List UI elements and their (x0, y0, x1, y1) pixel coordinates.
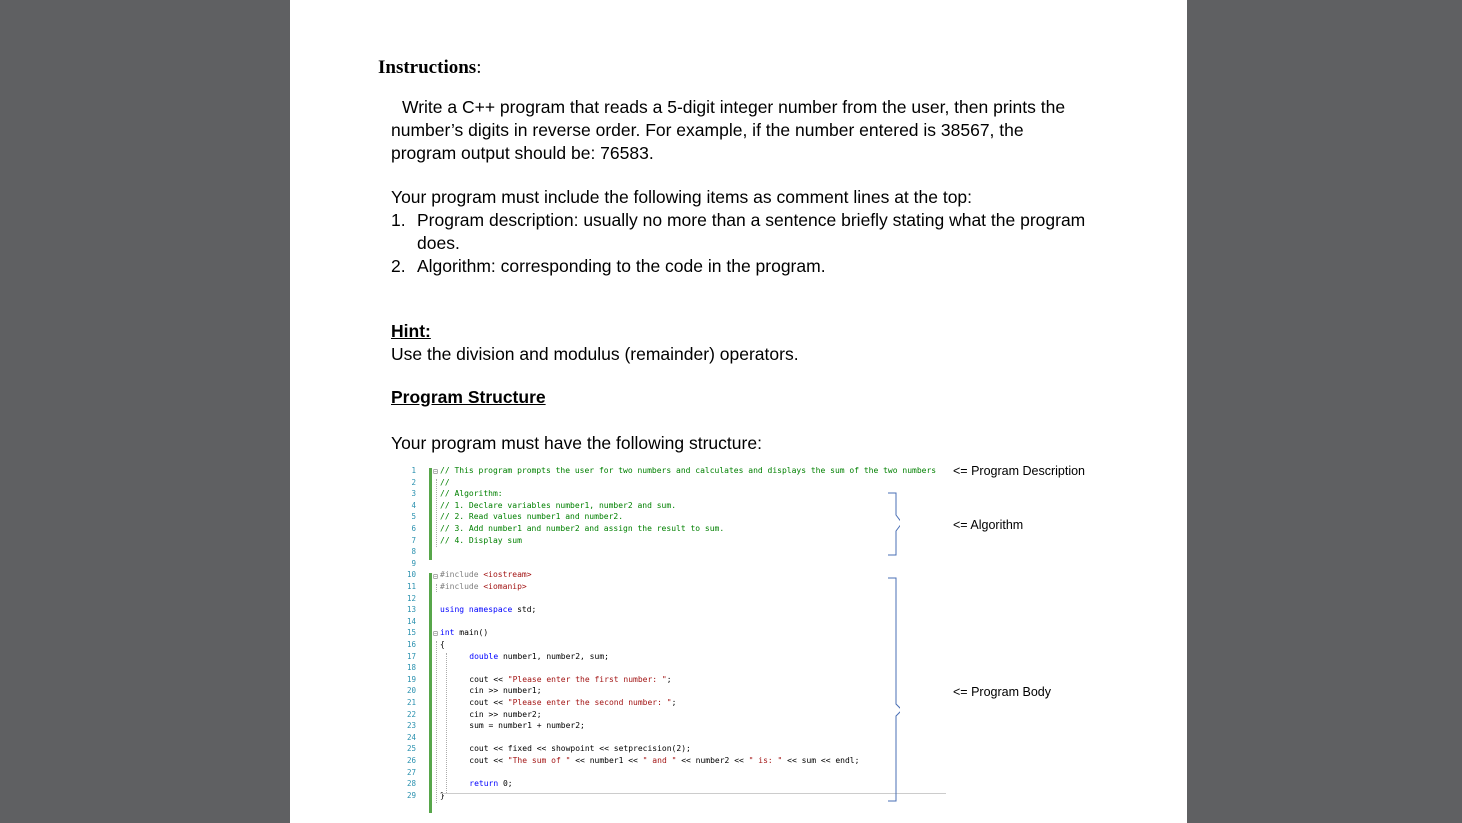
code-text: cout << "Please enter the second number: "; (450, 698, 677, 707)
code-text: } (440, 790, 445, 800)
line-number: 17 (406, 651, 416, 661)
code-text: // (440, 477, 450, 487)
line-number: 22 (406, 709, 416, 719)
line-number: 25 (406, 744, 416, 754)
list-item: 2. Algorithm: corresponding to the code in the program. (391, 256, 826, 276)
line-number: 20 (406, 686, 416, 696)
line-number: 10 (406, 570, 416, 580)
code-text: // 4. Display sum (440, 535, 522, 545)
line-number: 18 (406, 663, 416, 673)
line-number: 23 (406, 721, 416, 731)
line-number: 21 (406, 698, 416, 707)
algorithm-label: <= Algorithm (953, 518, 1024, 532)
change-bar (429, 468, 432, 560)
instructions-heading: Instructions: (378, 57, 482, 78)
algorithm-brace (888, 493, 900, 555)
collapse-icon: ⊟ (433, 467, 438, 476)
document-page (290, 0, 1187, 823)
line-number: 8 (411, 547, 416, 557)
change-bar (429, 573, 432, 813)
requirements-paragraph: Your program must include the following items as comment lines at the top: (391, 187, 973, 207)
code-text: cout << fixed << showpoint << setprecision(2); (450, 744, 691, 754)
line-number: 13 (406, 605, 416, 615)
line-number: 3 (411, 489, 416, 499)
requirements-list (391, 209, 1091, 278)
line-number: 5 (411, 512, 416, 522)
line-number: 14 (406, 616, 416, 626)
line-number: 4 (411, 500, 416, 510)
code-text: #include <iomanip> (440, 582, 527, 591)
collapse-icon: ⊟ (433, 572, 438, 581)
outline-guide (436, 479, 437, 547)
line-number: 6 (411, 524, 416, 533)
code-text: { (440, 640, 445, 649)
code-text: #include <iostream> (440, 570, 532, 580)
list-item: 1. Program description: usually no more than a sentence briefly stating what the program does. (391, 210, 1086, 253)
code-text: cin >> number1; (450, 686, 542, 696)
code-text: cout << "Please enter the first number: "; (450, 674, 672, 684)
line-number: 29 (406, 790, 416, 800)
code-text: int main() (440, 628, 489, 638)
line-number: 9 (411, 558, 416, 568)
indent-guide (446, 653, 447, 793)
code-text: using namespace std; (440, 605, 537, 615)
collapse-icon: ⊟ (433, 629, 438, 638)
line-number: 26 (406, 756, 416, 765)
line-number: 27 (406, 767, 416, 777)
brace-annotations (860, 485, 900, 805)
code-text: cin >> number2; (450, 709, 542, 719)
hint-text: Use the division and modulus (remainder) operators. (391, 344, 799, 364)
outline-guide (436, 641, 437, 803)
program-body-brace (888, 578, 900, 801)
line-number: 1 (411, 466, 416, 475)
line-number: 15 (406, 628, 416, 638)
code-text: sum = number1 + number2; (450, 721, 585, 731)
line-number: 2 (411, 477, 416, 487)
code-text: return 0; (469, 779, 513, 789)
structure-intro: Your program must have the following structure: (391, 433, 762, 453)
line-number: 19 (406, 674, 416, 684)
code-text: // 3. Add number1 and number2 and assign the result to sum. (440, 524, 725, 533)
code-text: // This program prompts the user for two numbers and calculates and displays the sum of the two numbers (440, 466, 937, 475)
program-description-label: <= Program Description (953, 464, 1086, 478)
line-number: 24 (406, 732, 416, 742)
code-text: // 1. Declare variables number1, number2 and sum. (440, 500, 677, 510)
problem-paragraph: Write a C++ program that reads a 5-digit integer number from the user, then prints the number’s digits in reverse order. For example, if the number entered is 38567, the program output should be: 76583. (391, 97, 1066, 163)
line-number: 11 (406, 582, 416, 591)
outline-guide (436, 584, 437, 592)
code-text: cout << "The sum of " << number1 << " and " << number2 << " is: " << sum << endl; (450, 756, 860, 765)
line-number: 7 (411, 535, 416, 545)
program-body-label: <= Program Body (953, 685, 1051, 699)
code-text: // Algorithm: (440, 489, 503, 499)
line-number: 12 (406, 593, 416, 603)
code-text: double number1, number2, sum; (469, 651, 609, 661)
line-number: 16 (406, 640, 416, 649)
line-number: 28 (406, 779, 416, 789)
hint-heading: Hint: (391, 321, 431, 341)
code-text: // 2. Read values number1 and number2. (440, 512, 624, 522)
program-structure-heading: Program Structure (391, 387, 546, 407)
